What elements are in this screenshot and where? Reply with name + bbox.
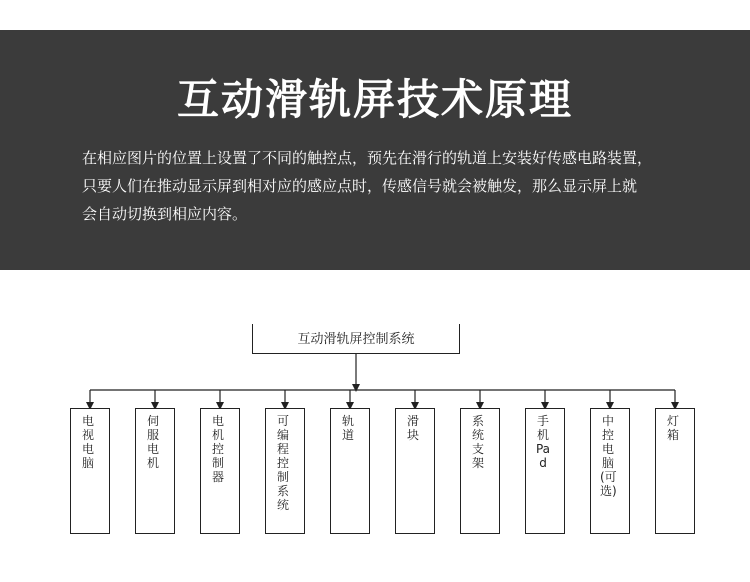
child-node-label: 系统支架 — [471, 414, 484, 470]
description-line: 在相应图片的位置上设置了不同的触控点，预先在滑行的轨道上安装好传感电路装置， — [82, 149, 653, 167]
page-title: 互动滑轨屏技术原理 — [176, 75, 573, 124]
description-line: 会自动切换到相应内容。 — [82, 205, 248, 223]
root-node-label: 互动滑轨屏控制系统 — [297, 332, 415, 347]
child-node-label: 滑块 — [406, 414, 419, 442]
child-node-label: 可编程控制系统 — [276, 414, 289, 512]
description-line: 只要人们在推动显示屏到相对应的感应点时，传感信号就会被触发，那么显示屏上就 — [82, 177, 638, 195]
connectors — [90, 354, 675, 406]
child-node-label: 伺服电机 — [146, 414, 159, 470]
child-node-label: 电机控制器 — [211, 414, 224, 484]
child-node-label: 轨道 — [341, 414, 354, 442]
child-node-label: 电视电脑 — [81, 414, 94, 470]
child-node-label: 手机Pad — [535, 414, 551, 470]
child-node-label: 中控电脑(可选) — [600, 414, 617, 498]
child-node-label: 灯箱 — [666, 414, 679, 442]
